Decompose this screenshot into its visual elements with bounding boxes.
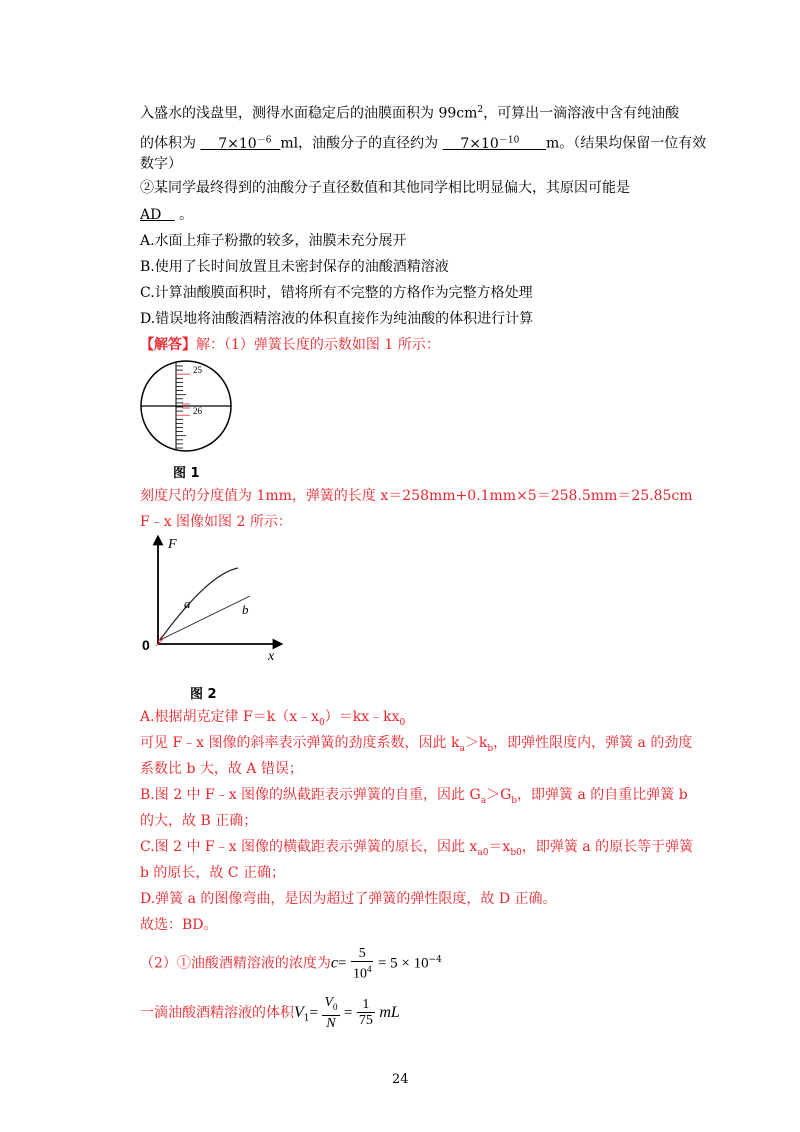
choose-line: 故选：BD。 [140, 917, 218, 933]
analysis-c2: b 的原长，故 C 正确； [140, 865, 286, 881]
figure-2-fx-graph [138, 534, 288, 664]
fx-intro: F﹣x 图像如图 2 所示： [140, 514, 292, 530]
concentration-line: （2）①油酸酒精溶液的浓度为c= $\frac{5}{10^4}$ = $5 \times 10^{-4}$ [140, 945, 442, 982]
page-number: 24 [392, 1072, 409, 1087]
origin-label: 0 [142, 637, 150, 653]
axis-label-F: F [168, 537, 177, 552]
text-line-3: 数字） [140, 156, 182, 172]
option-c: C.计算油酸膜面积时，错将所有不完整的方格作为完整方格处理 [140, 285, 533, 301]
option-b: B.使用了长时间放置且未密封保存的油酸酒精溶液 [140, 259, 449, 275]
analysis-b2: 的大，故 B 正确； [140, 813, 258, 829]
drop-volume-line: 一滴油酸酒精溶液的体积$V_1=$ $\frac{V_0}{N}$ = $\frac{1}{75}$ mL [140, 995, 400, 1031]
analysis-c1: C.图 2 中 F﹣x 图像的横截距表示弹簧的原长，因此 $x_{a0}=x_{b0}$，即弹簧 a 的原长等于弹簧 [140, 839, 694, 858]
text-line-1: 入盛水的浅盘里，测得水面稳定后的油膜面积为 $99cm^2$，可算出一滴溶液中含有纯油酸 [140, 105, 680, 122]
answer-ad: AD [140, 207, 162, 223]
answer-volume: $7\times 10^{-6}$ [218, 135, 272, 152]
analysis-a1: A.根据胡克定律 $F=k(x﹣x_0)=kx﹣kx_0$ [140, 709, 406, 728]
figure-2-caption: 图 2 [190, 687, 217, 702]
option-d: D.错误地将油酸酒精溶液的体积直接作为纯油酸的体积进行计算 [140, 311, 534, 327]
answer-diameter: $7\times 10^{-10}$ [460, 135, 520, 152]
ruler-label-26: 26 [193, 406, 202, 416]
measure-line: 刻度尺的分度值为 1mm，弹簧的长度 x＝258mm+0.1mm×5＝258.5mm＝25.85cm [140, 488, 693, 504]
ruler-label-25: 25 [193, 365, 202, 375]
analysis-d1: D.弹簧 a 的图像弯曲，是因为超过了弹簧的弹性限度，故 D 正确。 [140, 891, 557, 907]
figure-1-ruler [138, 358, 238, 454]
analysis-a2: 可见 F﹣x 图像的斜率表示弹簧的劲度系数，因此 $k_a>k_b$，即弹性限度内，弹簧 a 的劲度 [140, 735, 693, 754]
curve-label-b: b [242, 602, 249, 617]
axis-label-x: x [268, 649, 275, 664]
solution-intro: 【解答】解：（1）弹簧长度的示数如图 1 所示： [140, 337, 440, 353]
analysis-b1: B.图 2 中 F﹣x 图像的纵截距表示弹簧的自重，因此 $G_a>G_b$，即弹簧 a 的自重比弹簧 b [140, 787, 688, 806]
text-line-5: AD 。 [140, 207, 194, 223]
text-line-2: 的体积为 $7\times 10^{-6}$ ml，油酸分子的直径约为 $7\times 10^{-10}$ m。（结果均保留一位有效 [140, 135, 707, 152]
curve-label-a: a [184, 596, 191, 611]
analysis-a3: 系数比 b 大，故 A 错误； [140, 761, 303, 777]
text-line-4: ②某同学最终得到的油酸分子直径数值和其他同学相比明显偏大，其原因可能是 [140, 180, 630, 196]
option-a: A.水面上痱子粉撒的较多，油膜未充分展开 [140, 233, 407, 249]
figure-1-caption: 图 1 [173, 466, 200, 481]
